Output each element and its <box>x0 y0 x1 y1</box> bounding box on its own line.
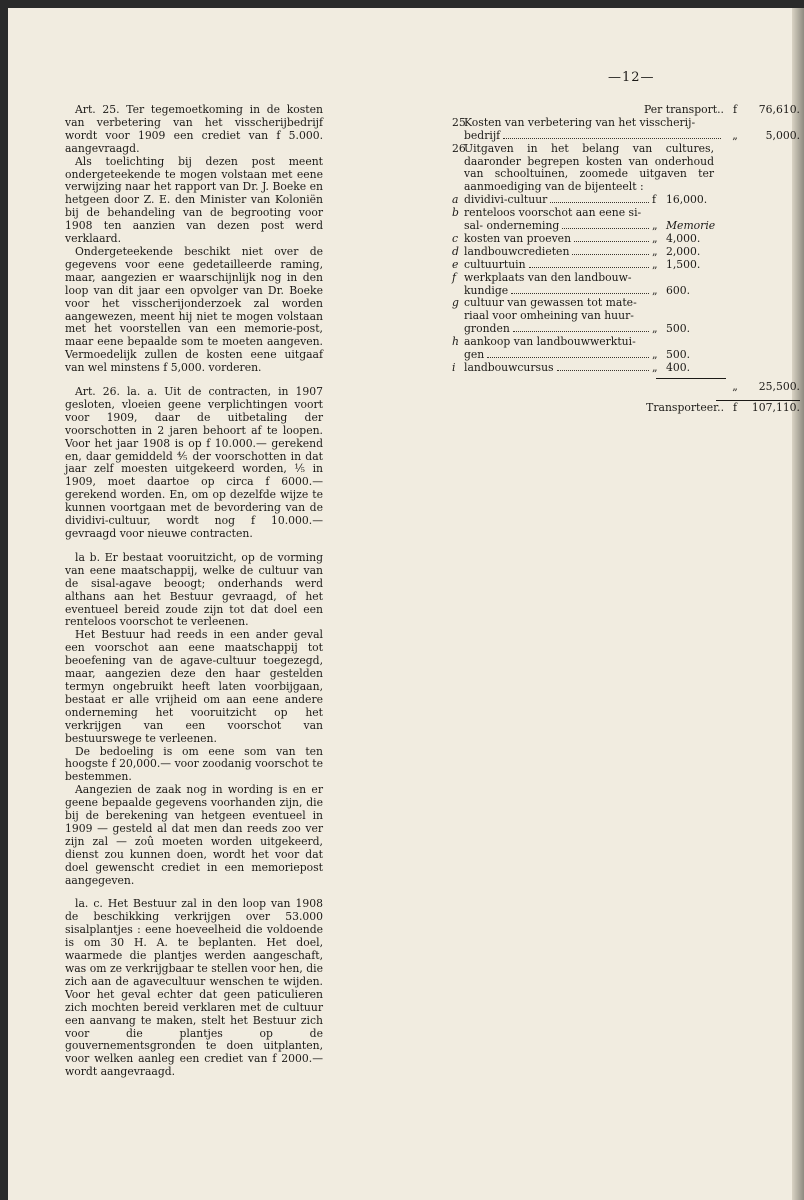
total-rule <box>452 394 800 402</box>
art25-paragraph: Ondergeteekende beschikt niet over de gegevens voor eene gedetailleerde raming, maar, aangezien er waarschijnlijk nog in den loop van dit jaar een opvolger van Dr. Boeke voor het visscherijonderzoek zal worden aangewezen, meent hij niet te mogen volstaan met het voorstellen van een memorie-post, maar eene bepaalde som te moeten aangeven. Vermoedelijk zullen de kosten eene uitgaaf van wel minstens f 5,000. vorderen. <box>65 244 323 375</box>
art26b-paragraph: De bedoeling is om eene som van ten hoogste f 20,000.— voor zoodanig voorschot te bestemmen. <box>65 744 323 784</box>
subitem-row: a dividivi-cultuur f 16,000. <box>452 193 708 207</box>
subitem-row-cont: riaal voor omheining van huur- <box>464 309 634 323</box>
subitem-row-cont: kundige „ 600. <box>464 283 691 297</box>
subitem-row: i landbouwcursus „ 400. <box>452 360 691 374</box>
art26b-paragraph: Het Bestuur had reeds in een ander geval een voorschot aan eene maatschappij tot beoefening van de agave-cultuur toegezegd, maar, aangezien deze den haar gestelden termyn ongebruikt heeft laten voorbijgaan, bestaat er alle vrijheid om aan eene andere onderneming het vooruitzicht op het verkrijgen van een voorschot van bestuurswege te verleenen. <box>65 628 323 745</box>
subitem-row: e cultuurtuin „ 1,500. <box>452 257 701 271</box>
item25-row: 25 Kosten van verbetering van het visscherij- <box>452 115 696 129</box>
art26c-paragraph: la. c. Het Bestuur zal in den loop van 1908 de beschikking verkrijgen over 53.000 sisalplantjes : eene hoeveelheid die voldoende is om 30 H. A. te beplanten. Het doel, waarmede die plantjes werden aangeschaft, was om ze verkrijgbaar te stellen voor hen, die zich aan de agavecultuur wenschen te wijden. Voor het geval echter dat geen paticulieren zich mochten bereid verklaren met de cultuur een aanvang te maken, stelt het Bestuur zich voor die plantjes op de gouvernementsgronden te doen uitplanten, voor welken aanleg een crediet van f 2000.— wordt aangevraagd. <box>65 897 323 1079</box>
subitem-row-cont: sal- onderneming „ Memorie <box>464 219 716 233</box>
art26b-paragraph: Aangezien de zaak nog in wording is en er geene bepaalde gegevens voorhanden zijn, die bij de berekening van hetgeen eventueel in 1909 — gesteld al dat men dan reeds zoo ver zijn zal — zoû moeten worden uitgekeerd, dienst zou kunnen doen, wordt het voor dat doel gewenscht crediet in een memoriepost aangegeven. <box>65 783 323 887</box>
transport-label: Per transport.. <box>644 103 724 116</box>
subitem-row: h aankoop van landbouwwerktui- <box>452 335 636 349</box>
transporteer-label: Transporteer.. <box>646 400 724 414</box>
subitem-row: d landbouwcredieten „ 2,000. <box>452 244 701 258</box>
left-column <box>65 104 323 1079</box>
item25-row-cont: bedrijf „ 5,000. <box>464 128 800 142</box>
item25-amount: 5,000. <box>765 128 800 142</box>
art25-paragraph: Art. 25. Ter tegemoetkoming in de kosten van verbetering van het visscherijbedrijf wordt voor 1909 een crediet van f 5.000. aangevraagd. <box>65 103 323 155</box>
subitem-row-cont: gen „ 500. <box>464 347 691 361</box>
document-page <box>8 8 804 1200</box>
transporteer-amount: 107,110. <box>751 400 800 414</box>
transporteer-row: Transporteer.. f 107,110. <box>646 400 800 414</box>
art26b-paragraph: la b. Er bestaat vooruitzicht, op de vorming van eene maatschappij, welke de cultuur van de sisal-agave beoogt; onderhands werd althans aan het Bestuur gevraagd, of het eventueel bereid zoude zijn tot dat doel een renteloos voorschot te verleenen. <box>65 550 323 629</box>
item26-header: 26 Uitgaven in het belang van cultures, daaronder begrepen kosten van onderhoud van schooltuinen, zoomede uitgaven ter aanmoediging van de bijenteelt : <box>452 141 714 194</box>
art26a-paragraph: Art. 26. la. a. Uit de contracten, in 1907 gesloten, vloeien geene verplichtingen voort voor 1909, daar de uitbetaling der voorschotten in 2 jaren behoort af te loopen. Voor het jaar 1908 is op f 10.000.— gerekend en, daar gemiddeld ⅘ der voorschotten in dat jaar zelf moesten uitgekeerd worden, ⅕ in 1909, moet daartoe op circa f 6000.— gerekend worden. En, om op dezelfde wijze te kunnen voortgaan met de bevordering van de dividivi-cultuur, wordt nog f 10.000.— gevraagd voor nieuwe contracten. <box>65 385 323 540</box>
subitem-row: f werkplaats van den landbouw- <box>452 270 632 284</box>
subitem-row: b renteloos voorschot aan eene si- <box>452 206 642 220</box>
page-number: —12— <box>608 70 655 85</box>
item26-total-row: „ 25,500. <box>732 379 800 393</box>
budget-table <box>452 104 800 415</box>
subitem-row: c kosten van proeven „ 4,000. <box>452 231 701 245</box>
transport-amount: 76,610. <box>758 103 800 116</box>
item26-total: 25,500. <box>758 379 800 393</box>
subitem-row: g cultuur van gewassen tot mate- <box>452 296 637 310</box>
transport-row: Per transport.. f 76,610. <box>644 103 800 116</box>
art25-paragraph: Als toelichting bij dezen post meent ondergeteekende te mogen volstaan met eene verwijzing naar het rapport van Dr. J. Boeke en hetgeen door Z. E. den Minister van Koloniën bij de behandeling van de begrooting voor 1908 ten aanzien van dezen post werd verklaard. <box>65 154 323 246</box>
subitem-row-cont: gronden „ 500. <box>464 322 691 336</box>
